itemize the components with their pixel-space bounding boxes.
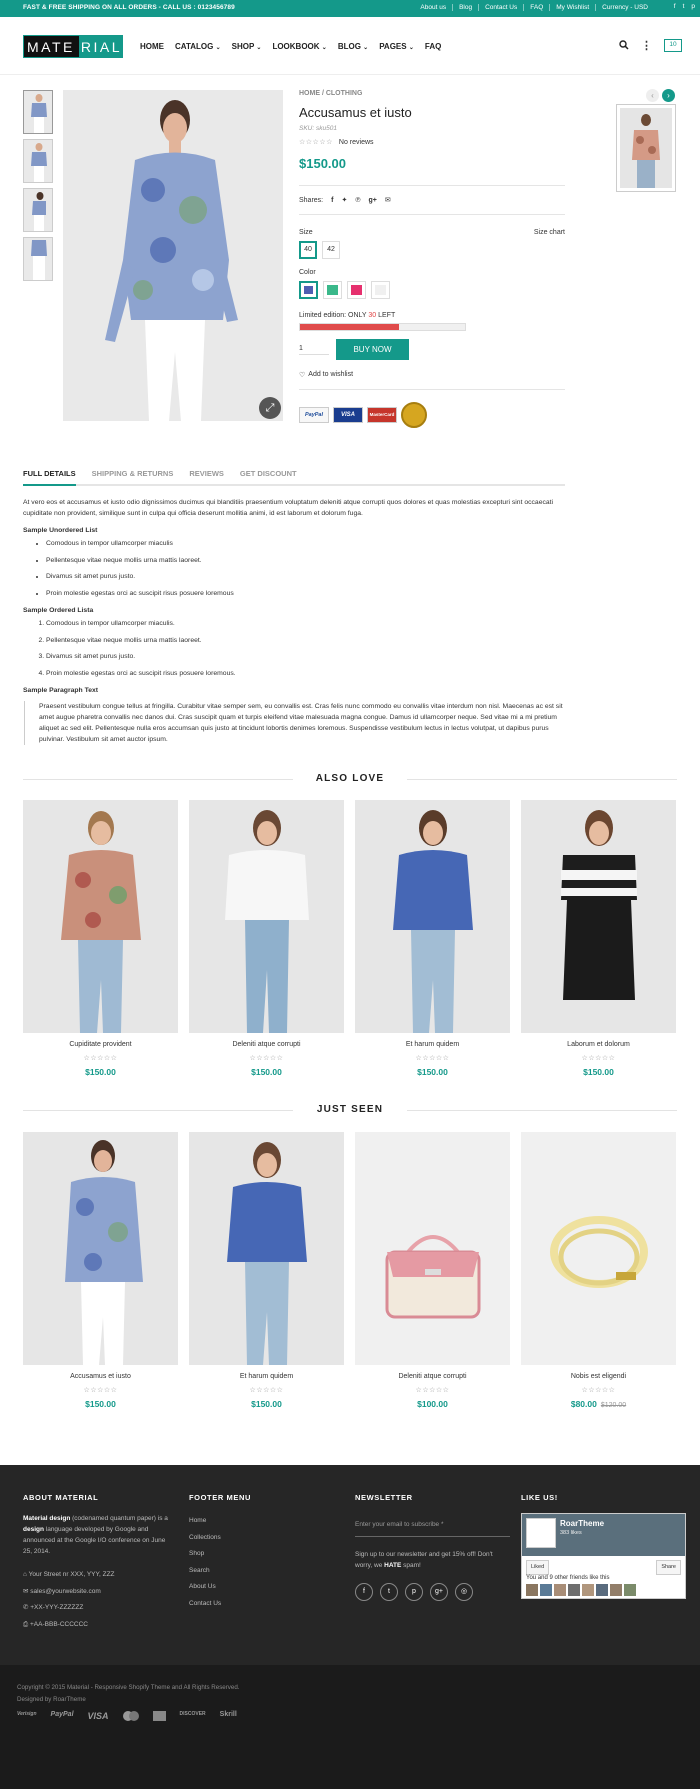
shares-label: Shares: (299, 196, 324, 204)
list-item: • Divamus sit amet purus justo. (46, 569, 565, 586)
twitter-icon[interactable]: t (682, 3, 685, 10)
list-item: 4. Proin molestie egestas orci ac suscipit risus posuere loremous. (46, 666, 565, 683)
secure-seal-icon (401, 402, 427, 428)
chevron-down-icon: ⌄ (256, 45, 262, 51)
facebook-icon[interactable]: f (673, 3, 676, 10)
list-item: • Comodous in tempor ullamcorper miaculis (46, 536, 565, 553)
cart-icon[interactable]: 10 (664, 39, 682, 52)
also-love-title: ALSO LOVE (308, 773, 393, 784)
fb-friend-avatars (526, 1584, 636, 1596)
payment-icons (17, 1711, 237, 1721)
product-description (23, 497, 565, 745)
ordered-list (23, 616, 565, 682)
list-item: 2. Pellentesque vitae neque mollis urna mattis laoreet. (46, 633, 565, 650)
product-card-image[interactable] (521, 1132, 676, 1365)
nav-catalog[interactable] (175, 42, 221, 51)
ordered-list-title: Sample Ordered Lista (23, 607, 94, 614)
list-item: 1. Comodous in tempor ullamcorper miaculis. (46, 616, 565, 633)
page-avatar (526, 1518, 556, 1548)
logo-part-b: RIAL (79, 36, 122, 57)
buy-now-button[interactable]: BUY NOW (336, 339, 409, 360)
product-card-name[interactable]: Laborum et dolorum (567, 1041, 630, 1048)
next-arrow-icon[interactable]: › (662, 89, 675, 102)
copyright-text: Copyright © 2015 Material - Responsive Shopify Theme and All Rights Reserved. (17, 1684, 240, 1691)
currency-selector[interactable]: Currency - USD (595, 4, 654, 11)
nav-blog[interactable] (338, 42, 368, 51)
visa-badge: VISA (333, 407, 363, 423)
rating-stars: ☆☆☆☆☆ (83, 1387, 118, 1394)
skrill-icon: Skrill (219, 1711, 237, 1718)
product-card-price: $150.00 (85, 1399, 116, 1409)
amex-icon (153, 1711, 166, 1721)
tab-shipping-returns[interactable]: SHIPPING & RETURNS (91, 469, 174, 478)
heart-icon: ♡ (299, 372, 306, 379)
old-price: $120.00 (600, 1402, 627, 1409)
tab-get-discount[interactable]: GET DISCOUNT (239, 469, 297, 478)
fb-page-name[interactable]: RoarTheme (560, 1519, 605, 1528)
contact-us-link[interactable]: Contact Us (478, 4, 523, 11)
product-card-name[interactable]: Cupiditate provident (69, 1041, 132, 1048)
nav-lookbook-label: LOOKBOOK (272, 42, 320, 51)
mastercard-icon (123, 1711, 139, 1721)
home-icon: ⌂ (23, 1571, 27, 1578)
nav-faq[interactable]: FAQ (424, 42, 442, 51)
paypal-icon: PayPal (50, 1711, 74, 1718)
footer-link-shop[interactable]: Shop (189, 1550, 205, 1557)
unordered-list-title: Sample Unordered List (23, 527, 98, 534)
product-price: $150.00 (299, 156, 346, 171)
discover-icon: DISCOVER (179, 1711, 206, 1717)
about-text: Material design (codenamed quantum paper) is a design language developed by Google and announced at the Google I/O conference on June 25, 2014. (23, 1515, 168, 1555)
sale-price: $80.00 (570, 1399, 597, 1409)
chevron-down-icon: ⌄ (215, 45, 221, 51)
color-swatch-white[interactable] (371, 281, 390, 299)
color-swatch-blue[interactable] (299, 281, 318, 299)
logo[interactable] (23, 35, 123, 58)
facebook-icon[interactable]: f (355, 1583, 373, 1601)
tab-reviews[interactable]: REVIEWS (189, 469, 224, 478)
mail-icon: ✉ (23, 1587, 29, 1595)
visa-icon: VISA (87, 1711, 109, 1721)
product-card-name[interactable]: Et harum quidem (239, 1373, 294, 1380)
fax-icon: ⎙ (23, 1620, 29, 1628)
product-card[interactable] (521, 1132, 676, 1409)
more-icon[interactable]: ⋮ (641, 39, 652, 52)
product-card-image[interactable] (23, 800, 178, 1033)
product-tabs (23, 469, 565, 486)
rating-stars: ☆☆☆☆☆ (581, 1387, 616, 1394)
newsletter-text: Sign up to our newsletter and get 15% off! Don't worry, we HATE spam! (355, 1551, 493, 1569)
product-card-name[interactable]: Deleniti atque corrupti (232, 1041, 301, 1048)
product-card-price: $150.00 (251, 1399, 282, 1409)
product-card-name[interactable]: Deleniti atque corrupti (398, 1373, 467, 1380)
reviews-count[interactable]: No reviews (338, 138, 374, 146)
product-card-image[interactable] (521, 800, 676, 1033)
product-sku: SKU: sku501 (299, 125, 337, 132)
wishlist-label: Add to wishlist (308, 371, 354, 378)
product-card-price: $100.00 (417, 1399, 448, 1409)
nav-catalog-label: CATALOG (175, 42, 214, 51)
product-info (299, 90, 565, 428)
fb-likes-count: 383 likes (560, 1530, 582, 1536)
prev-arrow-icon[interactable]: ‹ (646, 89, 659, 102)
newsletter-title: NEWSLETTER (355, 1493, 413, 1502)
color-swatch-green[interactable] (323, 281, 342, 299)
site-header (0, 17, 700, 75)
product-card-name[interactable]: Nobis est eligendi (570, 1373, 627, 1380)
product-card[interactable] (189, 1132, 344, 1409)
faq-link[interactable]: FAQ (523, 4, 549, 11)
product-thumbnail[interactable] (23, 90, 53, 134)
product-card-price: $150.00 (417, 1067, 448, 1077)
color-swatch-pink[interactable] (347, 281, 366, 299)
stock-progress-fill (300, 324, 399, 330)
top-bar (0, 0, 700, 17)
newsletter-email-input[interactable]: Enter your email to subscribe * (355, 1513, 510, 1537)
twitter-share-icon[interactable]: ✦ (341, 197, 348, 204)
quantity-input[interactable]: 1 (299, 345, 329, 355)
footer-link-search[interactable]: Search (189, 1566, 210, 1574)
about-us-link[interactable]: About us (420, 4, 447, 11)
list-item: • Pellentesque vitae neque mollis urna mattis laoreet. (46, 553, 565, 570)
size-chart-link[interactable]: Size chart (533, 229, 565, 236)
product-card-image[interactable] (189, 1132, 344, 1365)
description-intro: At vero eos et accusamus et iusto odio dignissimos ducimus qui blanditiis praesentium voluptatum deleniti atque corrupti quos dolores et quas molestias excepturi sint occaecati cupiditate non provident, similique sunt in culpa qui officia deserunt mollitia animi, id est laborum et dolorum fuga. (23, 499, 554, 517)
breadcrumb[interactable]: HOME / CLOTHING (299, 90, 363, 97)
pinterest-icon[interactable]: p (405, 1583, 423, 1601)
chevron-down-icon: ⌄ (408, 45, 414, 51)
product-card[interactable] (355, 1132, 510, 1409)
rating-stars: ☆☆☆☆☆ (415, 1055, 450, 1062)
related-thumbnail[interactable] (616, 104, 676, 192)
fb-friends-text: You and 9 other friends like this (526, 1575, 610, 1581)
just-seen-title: JUST SEEN (309, 1104, 391, 1115)
size-label: Size (299, 229, 313, 236)
pinterest-icon[interactable]: p (691, 3, 695, 10)
rating-stars: ☆☆☆☆☆ (83, 1055, 118, 1062)
twitter-icon[interactable]: t (380, 1583, 398, 1601)
mastercard-badge: MasterCard (367, 407, 397, 423)
nav-pages-label: PAGES (379, 42, 407, 51)
product-card-name[interactable]: Accusamus et iusto (70, 1373, 131, 1380)
footer (0, 1465, 700, 1665)
email-share-icon[interactable]: ✉ (384, 197, 391, 204)
product-card[interactable] (521, 800, 676, 1077)
product-main-image[interactable] (63, 90, 283, 421)
google-plus-share-icon[interactable]: g+ (368, 196, 377, 204)
rating-stars: ☆☆☆☆☆ (249, 1387, 284, 1394)
facebook-share-icon[interactable]: f (331, 196, 334, 204)
product-card[interactable] (23, 800, 178, 1077)
product-thumbnail[interactable] (23, 139, 53, 183)
unordered-list (23, 536, 565, 602)
logo-part-a: MATE (24, 36, 79, 57)
zoom-icon[interactable]: ⤢ (259, 397, 281, 419)
nav-shop-label: SHOP (231, 42, 255, 51)
product-card-image[interactable] (355, 1132, 510, 1365)
footer-menu-title: FOOTER MENU (189, 1493, 252, 1502)
rating-stars: ☆☆☆☆☆ (581, 1055, 616, 1062)
product-card-price: $150.00 (251, 1067, 282, 1077)
verisign-icon: Verisign (17, 1711, 37, 1717)
rating-stars: ☆☆☆☆☆ (299, 139, 333, 146)
instagram-icon[interactable]: ◎ (455, 1583, 473, 1601)
fax: ⎙ +AA-BBB-CCCCCC (23, 1620, 88, 1628)
product-card-name[interactable]: Et harum quidem (405, 1041, 460, 1048)
footer-link-contact[interactable]: Contact Us (189, 1599, 222, 1607)
list-item: 3. Divamus sit amet purus justo. (46, 649, 565, 666)
bottom-bar (0, 1665, 700, 1789)
product-title: Accusamus et iusto (299, 105, 412, 120)
chevron-down-icon: ⌄ (321, 45, 327, 51)
product-card-image[interactable] (189, 800, 344, 1033)
footer-link-collections[interactable]: Collections (189, 1533, 221, 1541)
wishlist-link[interactable]: My Wishlist (549, 4, 595, 11)
rating-stars: ☆☆☆☆☆ (415, 1387, 450, 1394)
like-us-title: LIKE US! (521, 1493, 558, 1502)
fb-share-button[interactable]: Share (656, 1560, 681, 1575)
phone: ✆ +XX-YYY-ZZZZZZ (23, 1604, 84, 1611)
product-card[interactable] (189, 800, 344, 1077)
payment-badges (299, 402, 565, 428)
paragraph-quote: Praesent vestibulum congue tellus at fringilla. Curabitur vitae semper sem, eu convallis est. Cras felis nunc commodo eu convallis vitae interdum non nisl. Maecenas ac est sit amet augue pharetra convallis nec danos dui. Cras suscipit quam et turpis eleifend vitae malesuada magna congue. Damus id ullamcorper neque. Sed vitae mi a mi pretium aliquet ac sed elit. Pellentesque nulla eros accumsan quis justo at tincidunt lobortis denimes loremous. Suspendisse vestibulum lectus in lectus volutpat, ut dapibus purus pulvinar. Vestibulum sit amet auctor ipsum. (24, 701, 565, 745)
nav-pages[interactable] (379, 42, 414, 51)
paypal-badge: PayPal (299, 407, 329, 423)
email[interactable]: ✉ sales@yourwebsite.com (23, 1587, 101, 1595)
nav-lookbook[interactable] (272, 42, 326, 51)
list-item: • Proin molestie egestas orci ac suscipit risus posuere loremous (46, 586, 565, 603)
product-card[interactable] (23, 1132, 178, 1409)
size-option-42[interactable]: 42 (322, 241, 340, 259)
address: ⌂ Your Street nr XXX, YYY, ZZZ (23, 1571, 115, 1578)
also-love-heading (23, 773, 677, 785)
nav-blog-label: BLOG (337, 42, 361, 51)
product-thumbnail[interactable] (23, 188, 53, 232)
chevron-down-icon: ⌄ (363, 45, 369, 51)
stock-progress-bar (299, 323, 466, 331)
about-title: ABOUT MATERIAL (23, 1493, 99, 1502)
product-card[interactable] (355, 800, 510, 1077)
color-label: Color (299, 269, 316, 276)
nav-shop[interactable] (232, 42, 262, 51)
promo-text: FAST & FREE SHIPPING ON ALL ORDERS - CALL US : 0123456789 (23, 4, 235, 11)
fb-liked-button[interactable]: Liked (526, 1560, 549, 1575)
product-card-price: $150.00 (85, 1067, 116, 1077)
footer-link-home[interactable]: Home (189, 1517, 207, 1524)
main-nav (140, 42, 441, 51)
product-card-image[interactable] (355, 800, 510, 1033)
designed-by-text[interactable]: Designed by RoarTheme (17, 1696, 86, 1703)
phone-icon: ✆ (23, 1604, 29, 1611)
pinterest-share-icon[interactable]: ℗ (355, 196, 361, 204)
paragraph-title: Sample Paragraph Text (23, 687, 99, 694)
just-seen-heading (23, 1104, 677, 1116)
search-icon[interactable] (619, 40, 629, 52)
product-card-price (521, 1399, 676, 1409)
nav-home[interactable]: HOME (140, 42, 164, 51)
facebook-like-box[interactable] (521, 1513, 686, 1599)
blog-link[interactable]: Blog (452, 4, 478, 11)
footer-link-about[interactable]: About Us (189, 1583, 216, 1590)
product-thumbnail[interactable] (23, 237, 53, 281)
add-to-wishlist[interactable] (299, 371, 565, 379)
product-card-price: $150.00 (583, 1067, 614, 1077)
tab-full-details[interactable]: FULL DETAILS (23, 469, 76, 486)
rating-stars: ☆☆☆☆☆ (249, 1055, 284, 1062)
limited-edition-text: Limited edition: ONLY 30 LEFT (299, 312, 396, 319)
size-option-40[interactable]: 40 (299, 241, 317, 259)
product-card-image[interactable] (23, 1132, 178, 1365)
google-plus-icon[interactable]: g+ (430, 1583, 448, 1601)
